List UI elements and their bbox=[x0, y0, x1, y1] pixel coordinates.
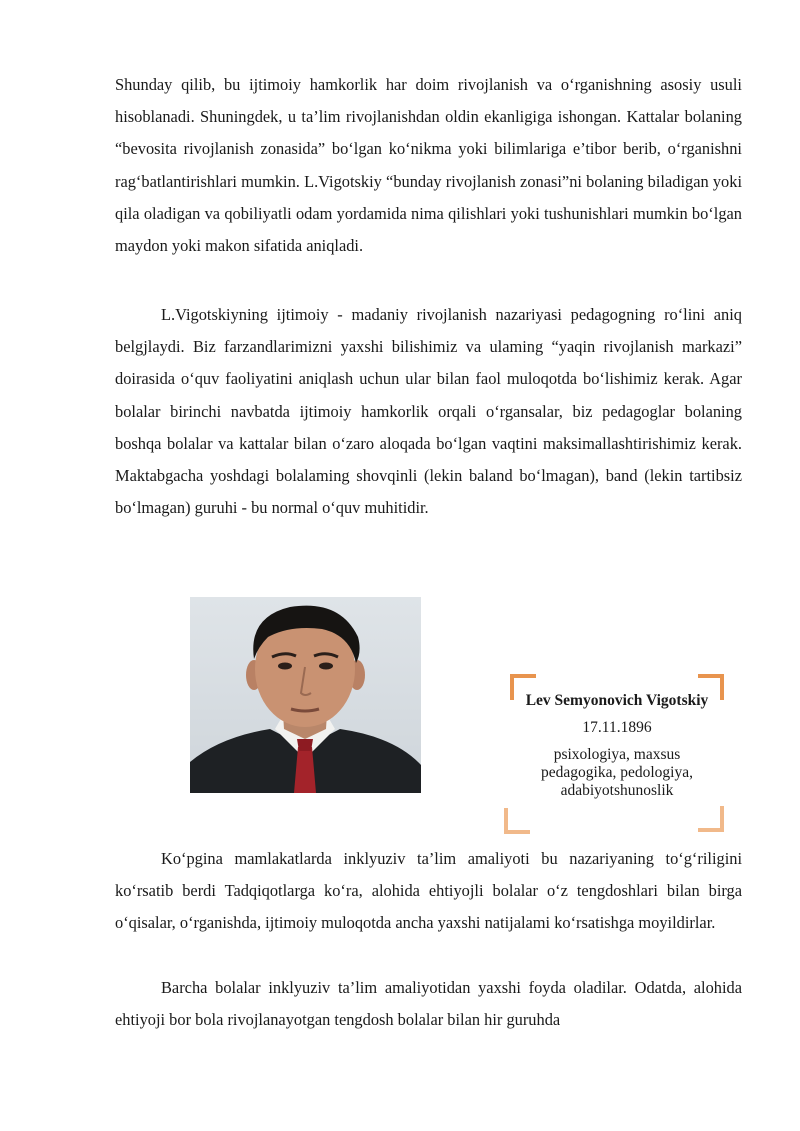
portrait-photo bbox=[190, 597, 421, 793]
person-name: Lev Semyonovich Vigotskiy bbox=[525, 692, 709, 709]
paragraph-vygotsky-theory: L.Vigotskiyning ijtimoiy - madaniy rivojlanish nazariyasi pedagogning ro‘lini aniq belgjlaydi. Biz farzandlarimizni yaxshi bilishimiz va ulaming “yaqin rivojlanish markazi” doirasida o‘quv faoliyatini aniqlash uchun ular bilan faol muloqotda bo‘lishimiz kerak. Agar bolalar birinchi navbatda ijtimoiy hamkorlik orqali o‘rgansalar, biz pedagoglar bolaning boshqa bolalar va kattalar bilan o‘zaro aloqada bo‘lgan vaqtini maksimallashtirishimiz kerak. Maktabgacha yoshdagi bolalaming shovqinli (lekin baland bo‘lmagan), band (lekin tartibsiz bo‘lmagan) guruhi - bu normal o‘quv muhitidir. bbox=[115, 305, 742, 518]
paragraph-benefits: Barcha bolalar inklyuziv ta’lim amaliyotidan yaxshi foyda oladilar. Odatda, alohida ehtiyoji bor bola rivojlanayotgan tengdosh bolalar bilan hir guruhda bbox=[115, 978, 742, 1030]
fields-of-work: psixologiya, maxsus pedagogika, pedologiya, adabiyotshunoslik bbox=[541, 746, 693, 799]
birth-date: 17.11.1896 bbox=[582, 719, 652, 736]
paragraph-inclusive-practice: Ko‘pgina mamlakatlarda inklyuziv ta’lim amaliyoti bu nazariyaning to‘g‘riligini ko‘rsatib berdi Tadqiqotlarga ko‘ra, alohida ehtiyojli bolalar o‘z tengdoshlari bilan birga o‘qisalar, o‘rganishda, ijtimoiy muloqotda ancha yaxshi natijalami ko‘rsatishga moyildirlar. bbox=[115, 849, 742, 933]
corner-decoration bbox=[698, 806, 724, 832]
corner-decoration bbox=[504, 808, 530, 834]
paragraph-intro: Shunday qilib, bu ijtimoiy hamkorlik har doim rivojlanish va o‘rganishning asosiy usuli hisoblanadi. Shuningdek, u ta’lim rivojlanishdan oldin ekanligiga ishongan. Kattalar bolaning “bevosita rivojlanish zonasida” bo‘lgan ko‘nikma yoki bilimlariga e’tibor berib, o‘rganishni rag‘batlantirishlari mumkin. L.Vigotskiy “bunday rivojlanish zonasi”ni bolaning biladigan yoki qila oladigan va qobiliyatli odam yordamida nima qilishlari yoki tushunishlari mumkin bo‘lgan maydon yoki makon sifatida aniqladi. bbox=[115, 75, 742, 256]
biography-card bbox=[504, 672, 726, 834]
